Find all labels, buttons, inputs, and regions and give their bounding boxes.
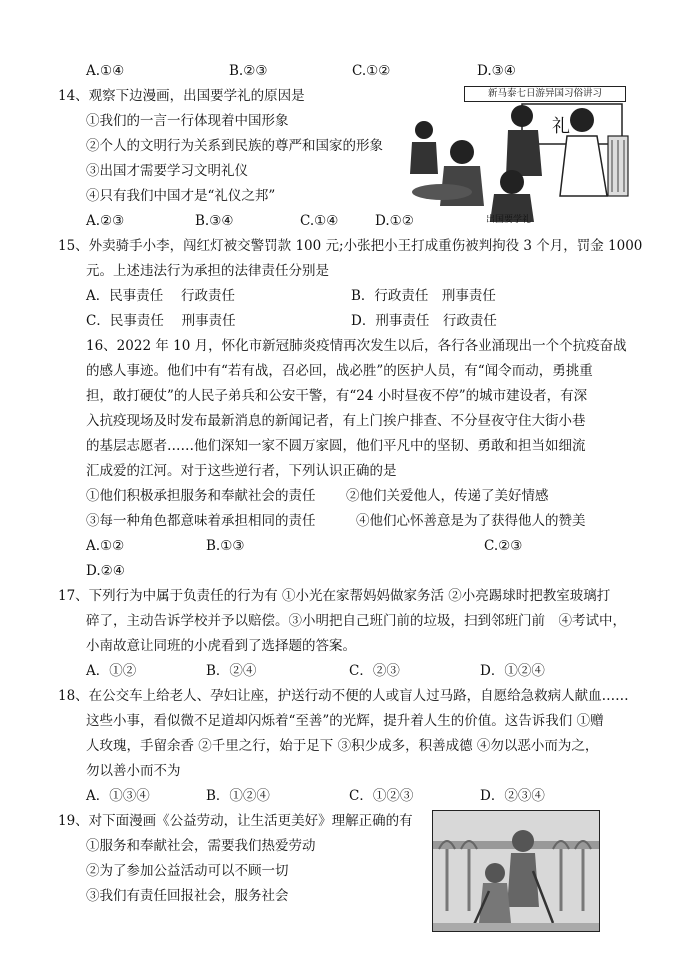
q14-item-2: ②个人的文明行为关系到民族的尊严和国家的形象 bbox=[86, 138, 383, 154]
q17-option-b: B．②④ bbox=[206, 663, 257, 679]
q18-option-b: B．①②④ bbox=[206, 788, 270, 804]
q16-option-c: C.②③ bbox=[484, 538, 523, 554]
q17-option-c: C．②③ bbox=[349, 663, 400, 679]
q18-option-a: A．①③④ bbox=[86, 788, 150, 804]
q19-item-2: ②为了参加公益活动可以不顾一切 bbox=[86, 863, 289, 879]
volunteers-sweeping-image bbox=[433, 811, 599, 931]
q18-stem-line2: 这些小事，看似微不足道却闪烁着“至善”的光辉，提升着人生的价值。这告诉我们 ①赠 bbox=[86, 713, 604, 729]
cartoon-board-text: 礼 bbox=[552, 116, 570, 137]
q13-option-a: A.①④ bbox=[86, 63, 125, 79]
q14-item-1: ①我们的一言一行体现着中国形象 bbox=[86, 113, 289, 129]
q16-item-4: ④他们心怀善意是为了获得他人的赞美 bbox=[356, 513, 586, 529]
q15-stem-line1: 15、外卖骑手小李，闯红灯被交警罚款 100 元;小张把小王打成重伤被判拘役 3 个月，罚金 1000 bbox=[58, 238, 643, 254]
q15-option-d: D．刑事责任 行政责任 bbox=[351, 313, 497, 329]
q16-stem-line3: 担，敢打硬仗”的人民子弟兵和公安干警，有“24 小时昼夜不停”的城市建设者，有深 bbox=[86, 388, 588, 404]
q14-stem: 14、观察下边漫画，出国要学礼的原因是 bbox=[58, 88, 305, 104]
q15-option-a: A．民事责任 行政责任 bbox=[86, 288, 236, 304]
q17-option-d: D．①②④ bbox=[480, 663, 545, 679]
q16-item-1: ①他们积极承担服务和奉献社会的责任 bbox=[86, 488, 316, 504]
q15-stem-line2: 元。上述违法行为承担的法律责任分别是 bbox=[86, 263, 329, 279]
q19-item-1: ①服务和奉献社会，需要我们热爱劳动 bbox=[86, 838, 316, 854]
q13-option-c: C.①② bbox=[352, 63, 391, 79]
q18-stem-line3: 人玫瑰，手留余香 ②千里之行，始于足下 ③积少成多，积善成德 ④勿以恶小而为之， bbox=[86, 738, 599, 754]
q16-stem-line1: 16、2022 年 10 月，怀化市新冠肺炎疫情再次发生以后，各行各业涌现出一个个抗疫奋战 bbox=[86, 338, 627, 354]
q13-option-d: D.③④ bbox=[477, 63, 516, 79]
q16-stem-line5: 的基层志愿者……他们深知一家不圆万家圆，他们平凡中的坚韧、勇敢和担当如细流 bbox=[86, 438, 586, 454]
q16-item-3: ③每一种角色都意味着承担相同的责任 bbox=[86, 513, 316, 529]
q14-item-3: ③出国才需要学习文明礼仪 bbox=[86, 163, 248, 179]
q16-item-2: ②他们关爱他人，传递了美好情感 bbox=[346, 488, 549, 504]
q17-option-a: A．①② bbox=[86, 663, 137, 679]
q18-option-c: C．①②③ bbox=[349, 788, 414, 804]
q14-option-d: D.①② bbox=[375, 213, 414, 229]
q17-stem-line2: 碎了，主动告诉学校并予以赔偿。③小明把自己班门前的垃圾，扫到邻班门前 ④考试中， bbox=[86, 613, 626, 629]
q18-option-d: D．②③④ bbox=[480, 788, 545, 804]
q14-cartoon bbox=[402, 84, 634, 226]
classroom-cartoon-image bbox=[402, 84, 634, 226]
q16-option-a: A.①② bbox=[86, 538, 125, 554]
q16-option-b: B.①③ bbox=[206, 538, 245, 554]
q16-stem-line4: 入抗疫现场及时发布最新消息的新闻记者，有上门挨户排查、不分昼夜守住大街小巷 bbox=[86, 413, 586, 429]
q19-cartoon bbox=[432, 810, 600, 932]
q14-option-a: A.②③ bbox=[86, 213, 125, 229]
q14-option-c: C.①④ bbox=[300, 213, 339, 229]
q17-stem-line3: 小南故意让同班的小虎看到了选择题的答案。 bbox=[86, 638, 356, 654]
q14-figure-caption: 出国要学礼 bbox=[486, 215, 532, 225]
q13-option-b: B.②③ bbox=[229, 63, 268, 79]
q14-item-4: ④只有我们中国才是“礼仪之邦” bbox=[86, 188, 276, 204]
q19-stem: 19、对下面漫画《公益劳动，让生活更美好》理解正确的有 bbox=[58, 813, 413, 829]
q19-item-3: ③我们有责任回报社会，服务社会 bbox=[86, 888, 289, 904]
q17-stem-line1: 17、下列行为中属于负责任的行为有 ①小光在家帮妈妈做家务活 ②小亮踢球时把教室玻璃打 bbox=[58, 588, 611, 604]
q16-stem-line2: 的感人事迹。他们中有“若有战，召必回，战必胜”的医护人员，有“闻令而动，勇挑重 bbox=[86, 363, 593, 379]
q18-stem-line1: 18、在公交车上给老人、孕妇让座，护送行动不便的人或盲人过马路，自愿给急救病人献血…… bbox=[58, 688, 629, 704]
q18-stem-line4: 勿以善小而不为 bbox=[86, 763, 181, 779]
cartoon-banner: 新马泰七日游异国习俗讲习 bbox=[464, 86, 626, 102]
q14-option-b: B.③④ bbox=[195, 213, 234, 229]
q16-option-d: D.②④ bbox=[86, 563, 125, 579]
q16-stem-line6: 汇成爱的江河。对于这些逆行者，下列认识正确的是 bbox=[86, 463, 397, 479]
q15-option-c: C．民事责任 刑事责任 bbox=[86, 313, 236, 329]
q15-option-b: B．行政责任 刑事责任 bbox=[351, 288, 496, 304]
